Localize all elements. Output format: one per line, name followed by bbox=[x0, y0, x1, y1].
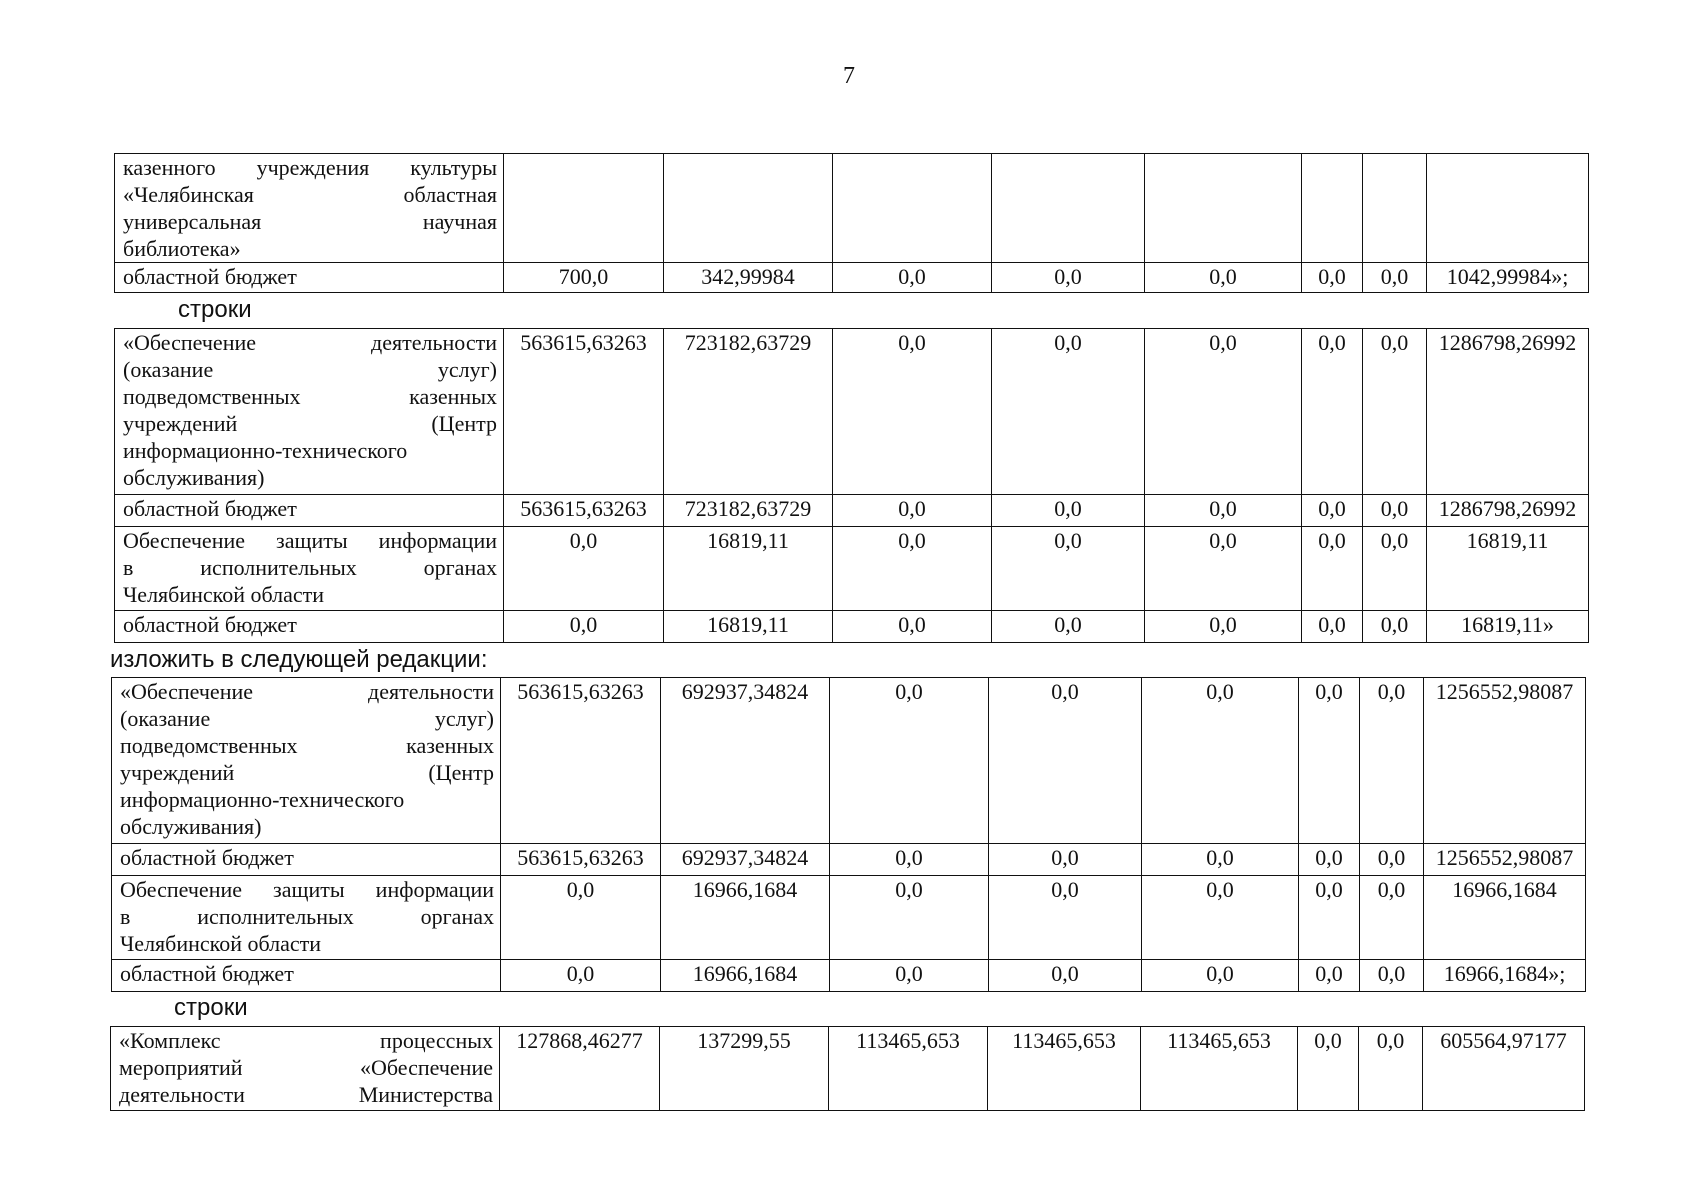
row-name-cell bbox=[111, 1027, 500, 1111]
value-cell: 0,0 bbox=[989, 678, 1142, 844]
table-row bbox=[115, 527, 1589, 611]
row-name-cell bbox=[112, 876, 501, 960]
value-cell: 16966,1684 bbox=[661, 960, 830, 992]
row-name-line: областной бюджет bbox=[120, 845, 294, 870]
value-cell: 0,0 bbox=[1363, 495, 1427, 527]
value-cell: 0,0 bbox=[1360, 678, 1424, 844]
intertitle-lines: строки bbox=[174, 994, 248, 1021]
value-cell: 0,0 bbox=[1363, 611, 1427, 643]
value-cell: 1256552,98087 bbox=[1424, 844, 1586, 876]
value-cell: 16819,11 bbox=[664, 527, 833, 611]
row-name-cell bbox=[115, 263, 504, 293]
value-cell: 0,0 bbox=[830, 876, 989, 960]
value-cell: 0,0 bbox=[1142, 876, 1299, 960]
value-cell: 0,0 bbox=[1302, 263, 1363, 293]
value-cell: 0,0 bbox=[989, 960, 1142, 992]
value-cell: 0,0 bbox=[1359, 1027, 1423, 1111]
row-name-line: Челябинской области bbox=[123, 582, 325, 607]
value-cell: 1286798,26992 bbox=[1427, 495, 1589, 527]
row-name-line: Обеспечение защиты информации bbox=[123, 528, 497, 553]
row-name-line: областной бюджет bbox=[123, 496, 297, 521]
row-name-line: «Челябинская областная bbox=[123, 182, 497, 207]
page-number: 7 bbox=[843, 63, 855, 89]
value-cell: 0,0 bbox=[989, 876, 1142, 960]
value-cell: 0,0 bbox=[1299, 844, 1360, 876]
row-name-line: в исполнительных органах bbox=[120, 904, 494, 929]
value-cell: 16966,1684 bbox=[661, 876, 830, 960]
row-name-line: подведомственных казенных bbox=[120, 733, 494, 758]
value-cell: 563615,63263 bbox=[501, 678, 661, 844]
table-row bbox=[115, 611, 1589, 643]
table-row bbox=[112, 960, 1586, 992]
value-cell: 0,0 bbox=[1363, 263, 1427, 293]
row-name-line: Обеспечение защиты информации bbox=[120, 877, 494, 902]
value-cell: 1042,99984»; bbox=[1427, 263, 1589, 293]
row-name-line: областной бюджет bbox=[123, 612, 297, 637]
budget-table-old bbox=[114, 328, 1589, 643]
table-row bbox=[115, 495, 1589, 527]
value-cell: 0,0 bbox=[1363, 329, 1427, 495]
row-name-cell bbox=[112, 678, 501, 844]
value-cell: 342,99984 bbox=[664, 263, 833, 293]
value-cell: 0,0 bbox=[1302, 527, 1363, 611]
value-cell: 1286798,26992 bbox=[1427, 329, 1589, 495]
row-name-line: «Обеспечение деятельности bbox=[120, 679, 494, 704]
value-cell: 563615,63263 bbox=[504, 495, 664, 527]
value-cell: 0,0 bbox=[830, 678, 989, 844]
value-cell: 700,0 bbox=[504, 263, 664, 293]
value-cell: 127868,46277 bbox=[500, 1027, 660, 1111]
value-cell: 0,0 bbox=[1302, 329, 1363, 495]
value-cell: 0,0 bbox=[992, 495, 1145, 527]
value-cell: 137299,55 bbox=[660, 1027, 829, 1111]
row-name-line: в исполнительных органах bbox=[123, 555, 497, 580]
value-cell: 0,0 bbox=[992, 263, 1145, 293]
value-cell: 0,0 bbox=[501, 960, 661, 992]
table-row bbox=[112, 844, 1586, 876]
budget-table-continued bbox=[114, 153, 1589, 293]
row-name-cell bbox=[112, 960, 501, 992]
row-name-line: (оказание услуг) bbox=[123, 357, 497, 382]
intertitle-replace-with: изложить в следующей редакции: bbox=[110, 646, 488, 673]
value-cell: 692937,34824 bbox=[661, 678, 830, 844]
row-name-cell bbox=[115, 329, 504, 495]
value-cell: 0,0 bbox=[992, 527, 1145, 611]
table-row bbox=[111, 1027, 1585, 1111]
value-cell: 113465,653 bbox=[988, 1027, 1141, 1111]
row-name-line: учреждений (Центр bbox=[123, 411, 497, 436]
intertitle-lines: строки bbox=[178, 296, 252, 323]
value-cell: 0,0 bbox=[992, 329, 1145, 495]
value-cell: 0,0 bbox=[1145, 495, 1302, 527]
table-row bbox=[115, 329, 1589, 495]
row-name-line: областной бюджет bbox=[120, 961, 294, 986]
value-cell: 723182,63729 bbox=[664, 495, 833, 527]
value-cell: 0,0 bbox=[833, 263, 992, 293]
value-cell bbox=[1302, 154, 1363, 263]
value-cell: 0,0 bbox=[1299, 678, 1360, 844]
row-name-cell bbox=[112, 844, 501, 876]
row-name-line: мероприятий «Обеспечение bbox=[119, 1055, 493, 1080]
value-cell: 0,0 bbox=[504, 611, 664, 643]
value-cell: 0,0 bbox=[1145, 611, 1302, 643]
value-cell: 0,0 bbox=[1302, 495, 1363, 527]
value-cell: 723182,63729 bbox=[664, 329, 833, 495]
value-cell: 0,0 bbox=[1360, 876, 1424, 960]
value-cell: 0,0 bbox=[1142, 844, 1299, 876]
row-name-line: обслуживания) bbox=[123, 465, 265, 490]
row-name-cell bbox=[115, 154, 504, 263]
value-cell: 0,0 bbox=[1142, 678, 1299, 844]
value-cell: 692937,34824 bbox=[661, 844, 830, 876]
row-name-line: деятельности Министерства bbox=[119, 1082, 493, 1107]
value-cell: 113465,653 bbox=[1141, 1027, 1298, 1111]
value-cell: 563615,63263 bbox=[501, 844, 661, 876]
value-cell: 0,0 bbox=[989, 844, 1142, 876]
value-cell: 113465,653 bbox=[829, 1027, 988, 1111]
row-name-cell bbox=[115, 495, 504, 527]
row-name-line: областной бюджет bbox=[123, 264, 297, 289]
value-cell: 0,0 bbox=[501, 876, 661, 960]
value-cell: 16966,1684 bbox=[1424, 876, 1586, 960]
table-row bbox=[115, 154, 1589, 263]
row-name-line: учреждений (Центр bbox=[120, 760, 494, 785]
row-name-line: информационно-технического bbox=[120, 787, 405, 812]
row-name-line: (оказание услуг) bbox=[120, 706, 494, 731]
row-name-cell bbox=[115, 611, 504, 643]
value-cell: 16819,11 bbox=[664, 611, 833, 643]
value-cell bbox=[1363, 154, 1427, 263]
value-cell: 0,0 bbox=[1145, 527, 1302, 611]
value-cell: 0,0 bbox=[504, 527, 664, 611]
table-row bbox=[112, 678, 1586, 844]
value-cell: 1256552,98087 bbox=[1424, 678, 1586, 844]
value-cell: 0,0 bbox=[1360, 960, 1424, 992]
budget-table-next bbox=[110, 1026, 1585, 1111]
value-cell: 0,0 bbox=[1299, 960, 1360, 992]
value-cell: 563615,63263 bbox=[504, 329, 664, 495]
value-cell: 605564,97177 bbox=[1423, 1027, 1585, 1111]
table-row bbox=[115, 263, 1589, 293]
value-cell bbox=[664, 154, 833, 263]
value-cell: 0,0 bbox=[1360, 844, 1424, 876]
value-cell: 16966,1684»; bbox=[1424, 960, 1586, 992]
value-cell: 0,0 bbox=[1302, 611, 1363, 643]
value-cell: 0,0 bbox=[833, 495, 992, 527]
value-cell: 0,0 bbox=[1363, 527, 1427, 611]
row-name-line: Челябинской области bbox=[120, 931, 322, 956]
value-cell bbox=[504, 154, 664, 263]
value-cell: 0,0 bbox=[833, 527, 992, 611]
table-row bbox=[112, 876, 1586, 960]
row-name-line: подведомственных казенных bbox=[123, 384, 497, 409]
row-name-line: обслуживания) bbox=[120, 814, 262, 839]
row-name-line: библиотека» bbox=[123, 236, 241, 261]
value-cell: 0,0 bbox=[833, 611, 992, 643]
value-cell: 0,0 bbox=[1145, 329, 1302, 495]
value-cell: 0,0 bbox=[1145, 263, 1302, 293]
value-cell: 0,0 bbox=[833, 329, 992, 495]
value-cell bbox=[1427, 154, 1589, 263]
row-name-line: информационно-технического bbox=[123, 438, 408, 463]
row-name-line: казенного учреждения культуры bbox=[123, 155, 497, 180]
value-cell: 0,0 bbox=[830, 844, 989, 876]
value-cell: 0,0 bbox=[1142, 960, 1299, 992]
value-cell: 0,0 bbox=[1299, 876, 1360, 960]
value-cell: 0,0 bbox=[992, 611, 1145, 643]
value-cell: 16819,11» bbox=[1427, 611, 1589, 643]
value-cell bbox=[1145, 154, 1302, 263]
row-name-cell bbox=[115, 527, 504, 611]
row-name-line: «Комплекс процессных bbox=[119, 1028, 493, 1053]
value-cell bbox=[992, 154, 1145, 263]
value-cell: 0,0 bbox=[830, 960, 989, 992]
row-name-line: «Обеспечение деятельности bbox=[123, 330, 497, 355]
value-cell: 0,0 bbox=[1298, 1027, 1359, 1111]
value-cell: 16819,11 bbox=[1427, 527, 1589, 611]
row-name-line: универсальная научная bbox=[123, 209, 497, 234]
budget-table-new bbox=[111, 677, 1586, 992]
value-cell bbox=[833, 154, 992, 263]
